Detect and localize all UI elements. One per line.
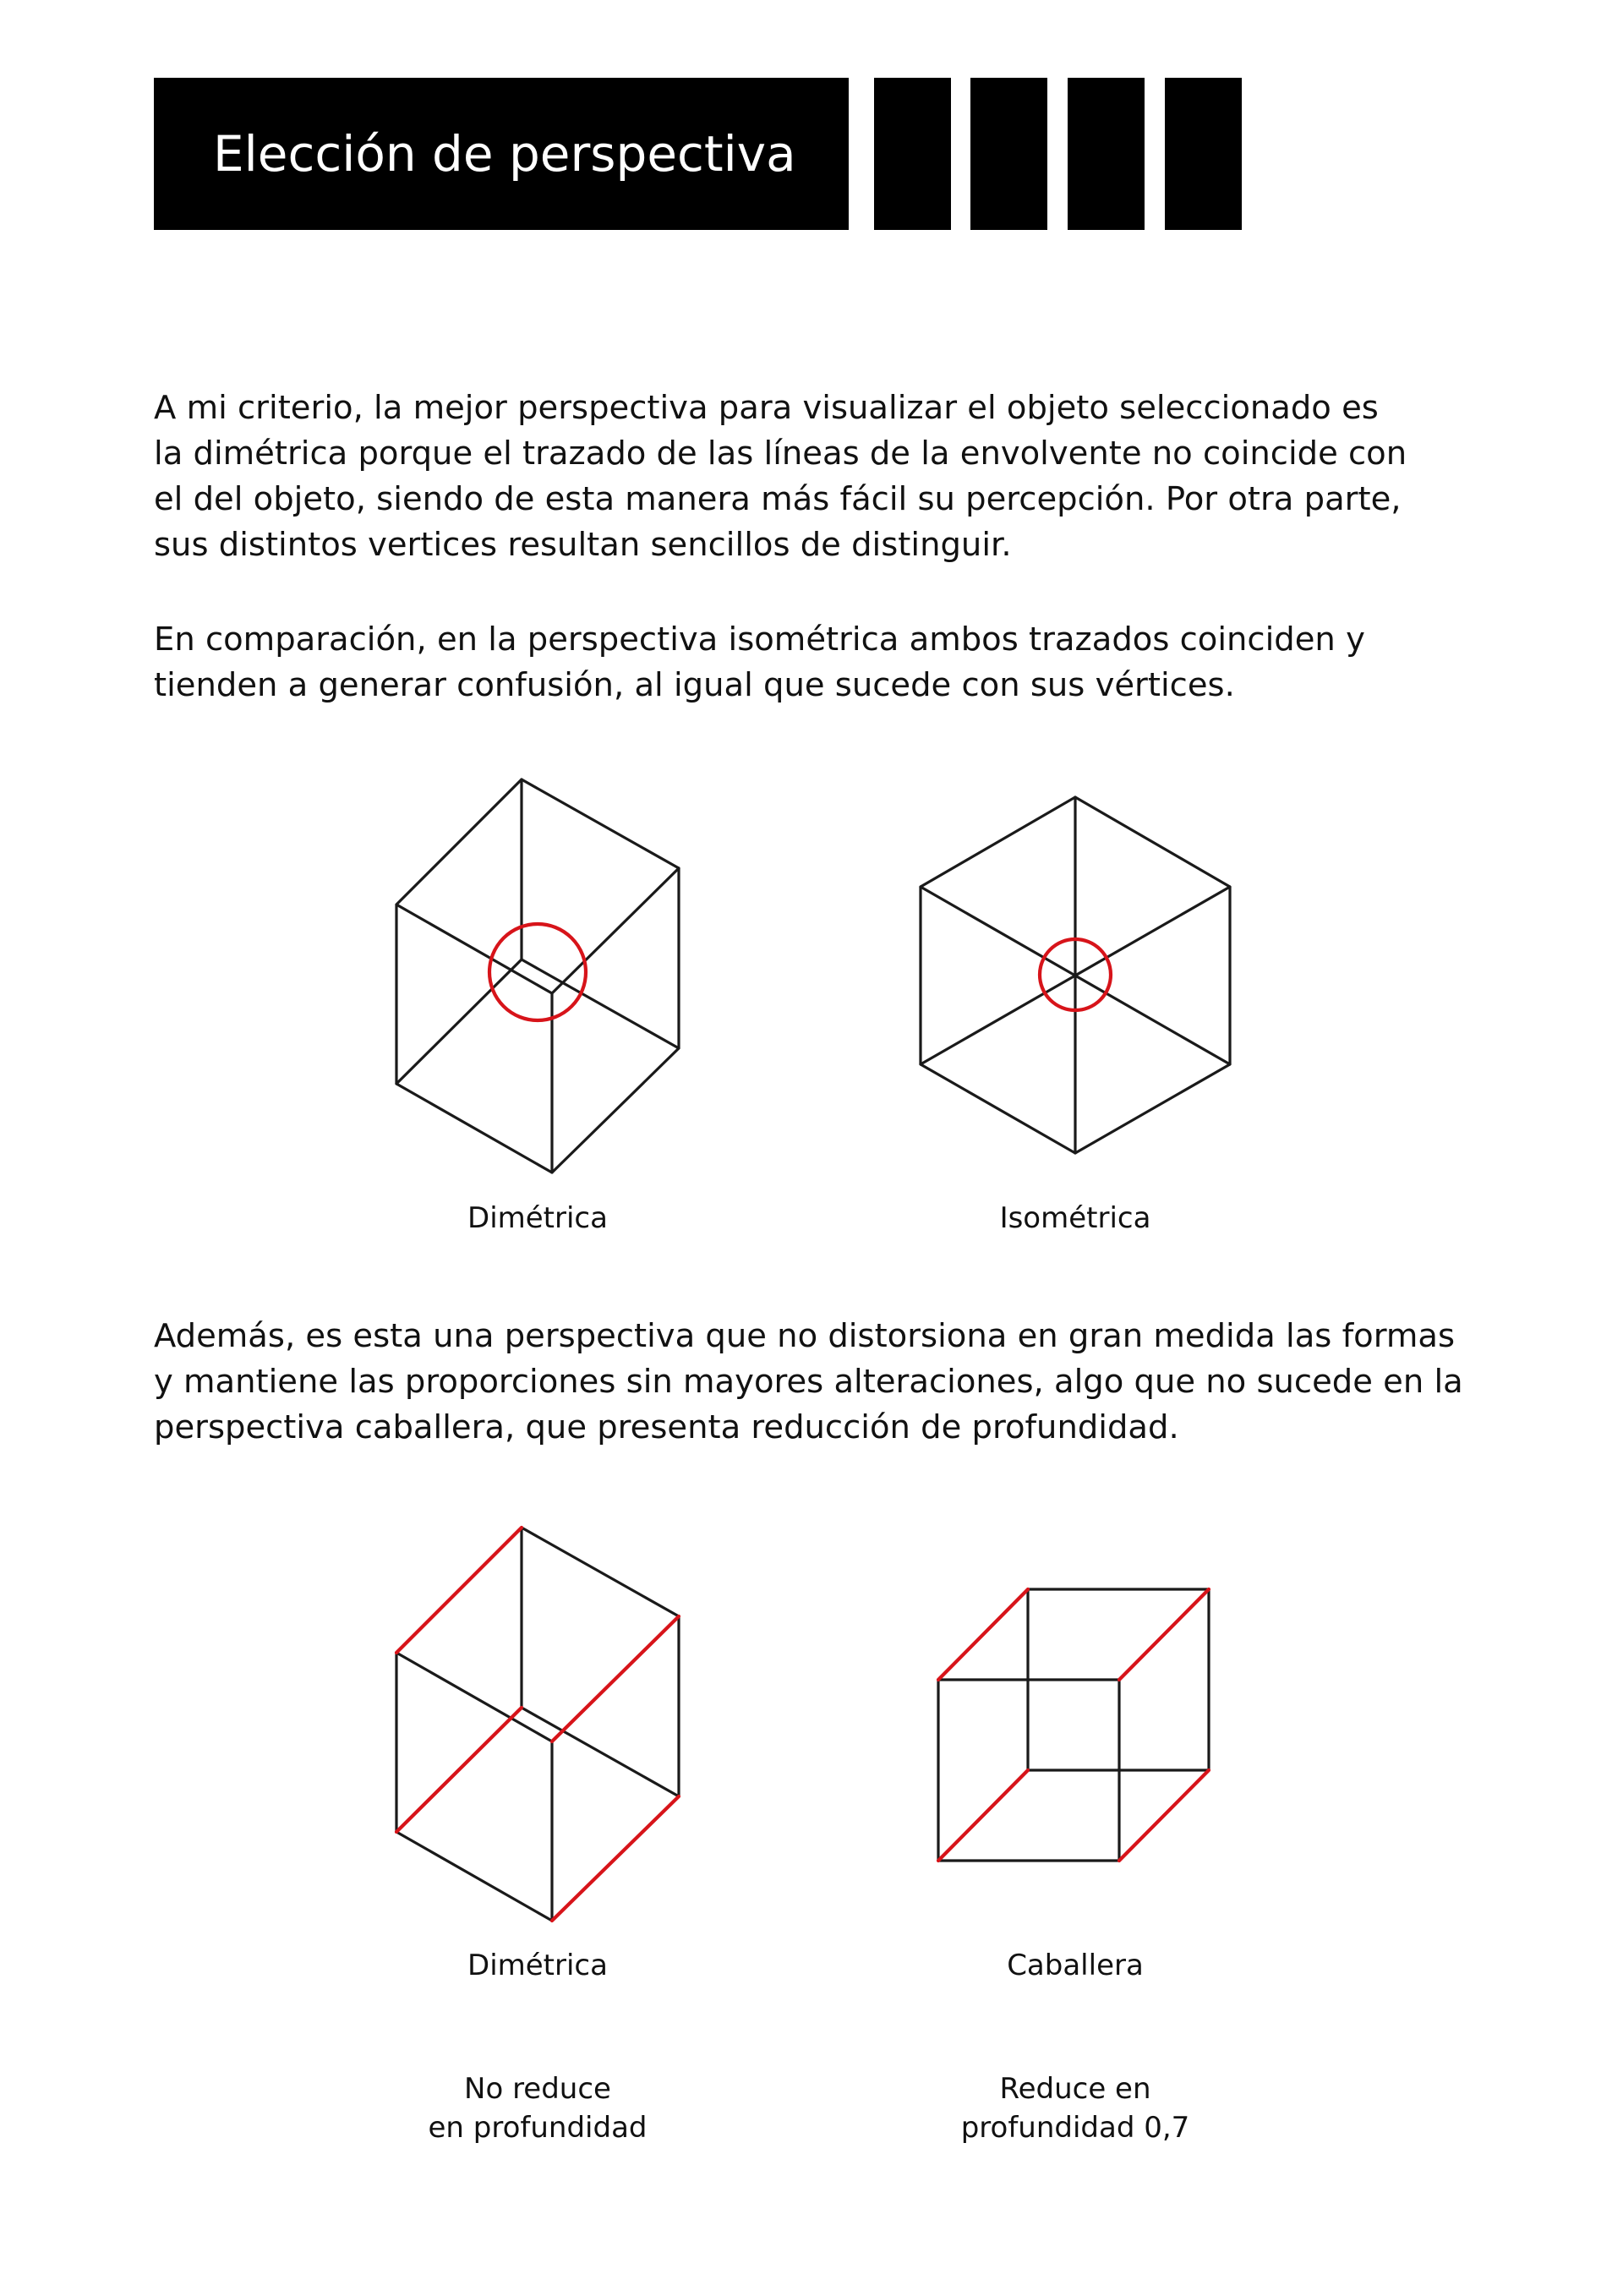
caption-isometric: Isométrica [999, 1201, 1151, 1235]
caption-dimetric-2: Dimétrica [467, 1949, 608, 1982]
dimetric-vertex-highlight-circle [489, 924, 586, 1020]
dimetric-envelope-figure [396, 779, 679, 1173]
caption-cavalier: Caballera [1007, 1949, 1144, 1982]
cavalier-depth-edges [938, 1589, 1209, 1861]
note-cavalier-depth: Reduce en profundidad 0,7 [960, 2072, 1190, 2145]
paragraph-dimetric-choice: A mi criterio, la mejor perspectiva para visualizar el objeto seleccionado es la dimétrica porque el trazado de las líneas de la envolvente no coincide con el del objeto, siendo de esta manera más fácil su percepción. Por otra parte, sus distintos vertices resultan sencillos de distinguir. [154, 389, 1407, 564]
isometric-envelope-figure [921, 797, 1230, 1153]
dimetric-depth-edges [396, 1528, 679, 1921]
note-dimetric-depth: No reduce en profundidad [428, 2072, 648, 2145]
dimetric-box-figure [396, 1528, 679, 1921]
paragraph-isometric-comparison: En comparación, en la perspectiva isométrica ambos trazados coinciden y tienden a generar confusión, al igual que sucede con sus vértices. [154, 620, 1365, 704]
caption-dimetric-1: Dimétrica [467, 1201, 608, 1235]
page-title: Elección de perspectiva [213, 125, 796, 183]
paragraph-cavalier-comparison: Además, es esta una perspectiva que no distorsiona en gran medida las formas y mantiene las proporciones sin mayores alteraciones, algo que no sucede en la perspectiva caballera, que presenta reducción de profundidad. [154, 1317, 1463, 1446]
